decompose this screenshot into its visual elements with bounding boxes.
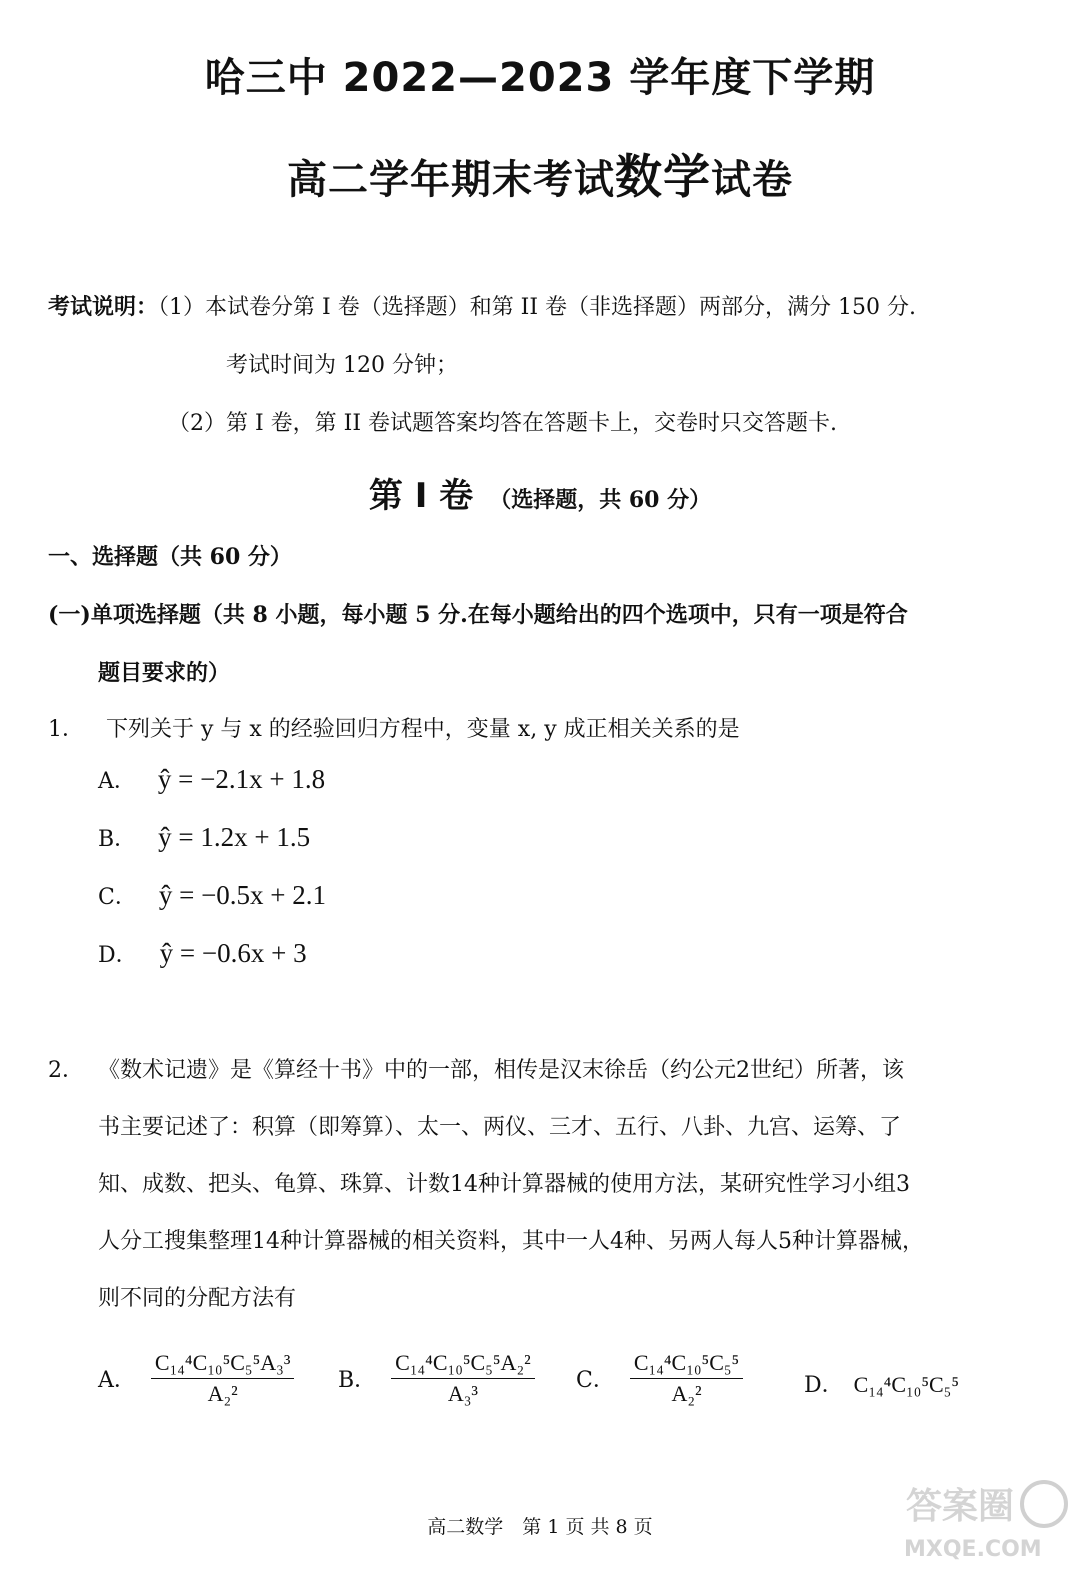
title-subject: 数学 — [615, 150, 711, 205]
fraction-denominator: A₃³ — [447, 1381, 479, 1406]
watermark-logo — [898, 1470, 1074, 1562]
fraction-numerator: C₁₄⁴C₁₀⁵C₅⁵ — [630, 1350, 743, 1379]
sub-heading-cont: 题目要求的） — [98, 660, 231, 686]
question-2-line3: 知、成数、把头、龟算、珠算、计数14种计算器械的使用方法，某研究性学习小组3 — [98, 1172, 910, 1197]
option-text: ŷ = −0.5x + 2.1 — [158, 880, 327, 910]
option-label: D． — [98, 943, 138, 968]
fraction-denominator: A₂² — [671, 1381, 702, 1406]
sub-heading: (一)单项选择题（共 8 小题，每小题 5 分.在每小题给出的四个选项中，只有一项是符合 — [48, 602, 908, 628]
q2-option-a — [98, 1350, 294, 1407]
fraction-denominator: A₂² — [207, 1381, 238, 1406]
question-2-number: 2． — [48, 1058, 84, 1083]
watermark-top-text: 答案圈 — [906, 1486, 1015, 1527]
option-label: B． — [98, 827, 137, 852]
q1-option-a — [98, 764, 325, 795]
watermark-icon — [1022, 1482, 1066, 1526]
option-label: B． — [338, 1368, 377, 1393]
exam-title-line1: 哈三中 2022—2023 学年度下学期 — [204, 55, 876, 101]
section-title: 第 I 卷 — [368, 476, 474, 516]
option-fraction — [630, 1350, 743, 1407]
instructions-item1: （1）本试卷分第 I 卷（选择题）和第 II 卷（非选择题）两部分，满分 150 分. — [158, 295, 917, 320]
instructions-item2: （2）第 I 卷，第 II 卷试题答案均答在答题卡上，交卷时只交答题卡. — [168, 411, 838, 436]
option-text: ŷ = −0.6x + 3 — [159, 938, 307, 968]
fraction-numerator: C₁₄⁴C₁₀⁵C₅⁵A₃³ — [151, 1350, 295, 1379]
section-subtitle: （选择题，共 60 分） — [489, 487, 712, 513]
question-2-line1: 《数术记遗》是《算经十书》中的一部，相传是汉末徐岳（约公元2世纪）所著，该 — [98, 1058, 904, 1083]
q1-option-b — [98, 822, 310, 853]
q1-option-c — [98, 880, 326, 911]
title-suffix: 试卷 — [711, 157, 793, 203]
question-2-line2: 书主要记述了：积算（即筹算）、太一、两仪、三才、五行、八卦、九宫、运筹、了 — [98, 1115, 902, 1140]
option-text: ŷ = −2.1x + 1.8 — [157, 764, 326, 794]
page-footer: 高二数学 第 1 页 共 8 页 — [427, 1516, 653, 1538]
option-fraction — [391, 1350, 535, 1407]
question-1 — [48, 712, 740, 743]
instructions-item1-cont: 考试时间为 120 分钟； — [226, 353, 458, 378]
fraction-numerator: C₁₄⁴C₁₀⁵C₅⁵A₂² — [391, 1350, 535, 1379]
question-2-line4: 人分工搜集整理14种计算器械的相关资料，其中一人4种、另两人每人5种计算器械， — [98, 1229, 924, 1254]
option-fraction — [151, 1350, 295, 1407]
q1-option-d — [98, 938, 307, 969]
title-prefix: 高二学年期末考试 — [287, 157, 615, 203]
option-text: ŷ = 1.2x + 1.5 — [158, 822, 311, 852]
option-label: D． — [804, 1373, 844, 1398]
instructions-line1 — [48, 290, 916, 321]
question-number: 1． — [48, 717, 84, 742]
q2-option-b — [338, 1350, 535, 1407]
option-label: C． — [98, 885, 137, 910]
option-label: A． — [98, 1368, 136, 1393]
question-2-line5: 则不同的分配方法有 — [98, 1286, 297, 1311]
option-label: C． — [576, 1368, 615, 1393]
instructions-label: 考试说明： — [48, 294, 159, 320]
section-header — [0, 468, 1080, 517]
question-stem: 下列关于 y 与 x 的经验回归方程中，变量 x, y 成正相关关系的是 — [106, 717, 740, 742]
q2-option-c — [576, 1350, 743, 1407]
option-expression: C₁₄⁴C₁₀⁵C₅⁵ — [853, 1372, 960, 1397]
option-label: A． — [98, 769, 136, 794]
q2-option-d — [804, 1368, 959, 1399]
watermark-bottom-text: MXQE.COM — [904, 1537, 1042, 1562]
part-heading: 一、选择题（共 60 分） — [48, 544, 292, 570]
exam-title-line2 — [0, 140, 1080, 207]
